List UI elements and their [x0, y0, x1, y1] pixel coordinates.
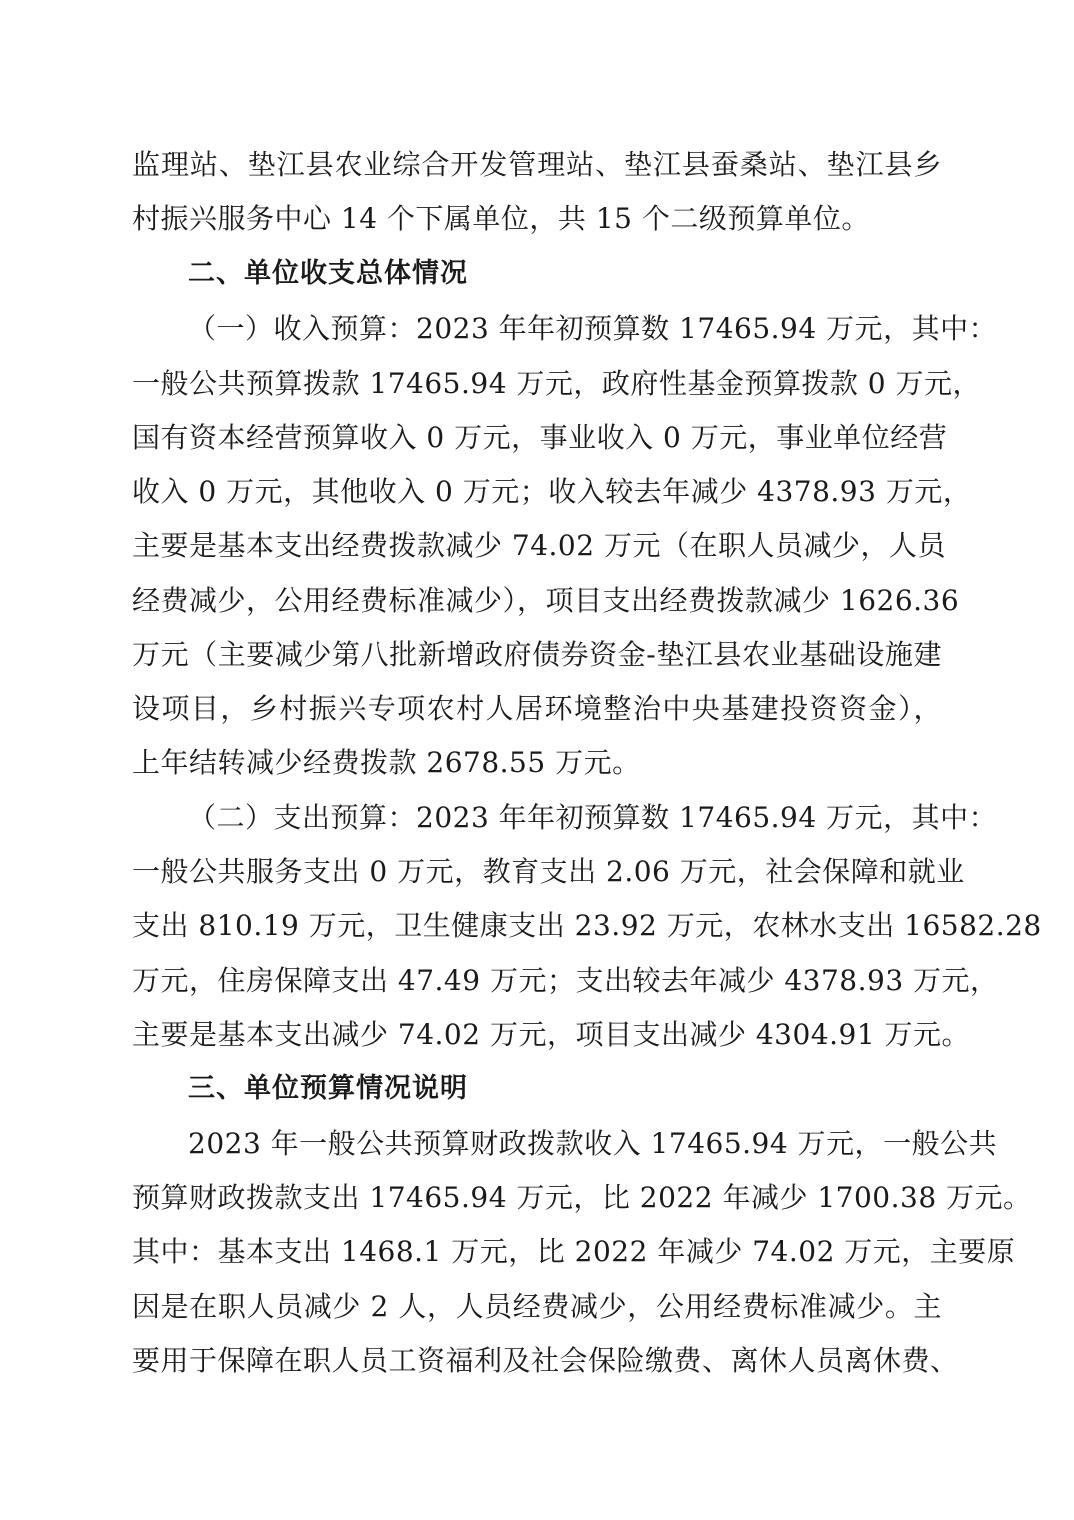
- paragraph-line: 一般公共预算拨款 17465.94 万元，政府性基金预算拨款 0 万元，: [132, 367, 982, 400]
- paragraph-line: 因是在职人员减少 2 人，人员经费减少，公用经费标准减少。主: [132, 1290, 942, 1323]
- paragraph-line: 万元，住房保障支出 47.49 万元；支出较去年减少 4378.93 万元，: [132, 964, 999, 997]
- paragraph-line: 上年结转减少经费拨款 2678.55 万元。: [132, 746, 641, 779]
- paragraph-line: 国有资本经营预算收入 0 万元，事业收入 0 万元，事业单位经营: [132, 421, 948, 454]
- paragraph-line: 主要是基本支出减少 74.02 万元，项目支出减少 4304.91 万元。: [132, 1018, 971, 1051]
- paragraph-line: 村振兴服务中心 14 个下属单位，共 15 个二级预算单位。: [132, 202, 870, 235]
- paragraph-line: 主要是基本支出经费拨款减少 74.02 万元（在职人员减少，人员: [132, 529, 946, 562]
- paragraph-line: 要用于保障在职人员工资福利及社会保险缴费、离休人员离休费、: [132, 1344, 959, 1377]
- paragraph-line: 监理站、垫江县农业综合开发管理站、垫江县蚕桑站、垫江县乡: [132, 148, 942, 181]
- paragraph-line: （一）收入预算：2023 年年初预算数 17465.94 万元，其中：: [188, 312, 998, 345]
- paragraph-line: （二）支出预算：2023 年年初预算数 17465.94 万元，其中：: [188, 801, 998, 834]
- paragraph-line: 收入 0 万元，其他收入 0 万元；收入较去年减少 4378.93 万元，: [132, 475, 972, 508]
- paragraph-line: 经费减少，公用经费标准减少），项目支出经费拨款减少 1626.36: [132, 584, 960, 617]
- section-heading: 二、单位收支总体情况: [188, 258, 468, 289]
- paragraph-line: 预算财政拨款支出 17465.94 万元，比 2022 年减少 1700.38 万元。: [132, 1181, 1032, 1214]
- paragraph-line: 其中：基本支出 1468.1 万元，比 2022 年减少 74.02 万元，主要原: [132, 1235, 1016, 1268]
- paragraph-line: 支出 810.19 万元，卫生健康支出 23.92 万元，农林水支出 16582.28: [132, 909, 1042, 942]
- paragraph-line: 2023 年一般公共预算财政拨款收入 17465.94 万元，一般公共: [188, 1127, 998, 1160]
- paragraph-line: 一般公共服务支出 0 万元，教育支出 2.06 万元，社会保障和就业: [132, 855, 965, 888]
- paragraph-line: 万元（主要减少第八批新增政府债券资金-垫江县农业基础设施建: [132, 638, 942, 671]
- section-heading: 三、单位预算情况说明: [188, 1073, 468, 1104]
- paragraph-line: 设项目，乡村振兴专项农村人居环境整治中央基建投资资金），: [132, 692, 942, 725]
